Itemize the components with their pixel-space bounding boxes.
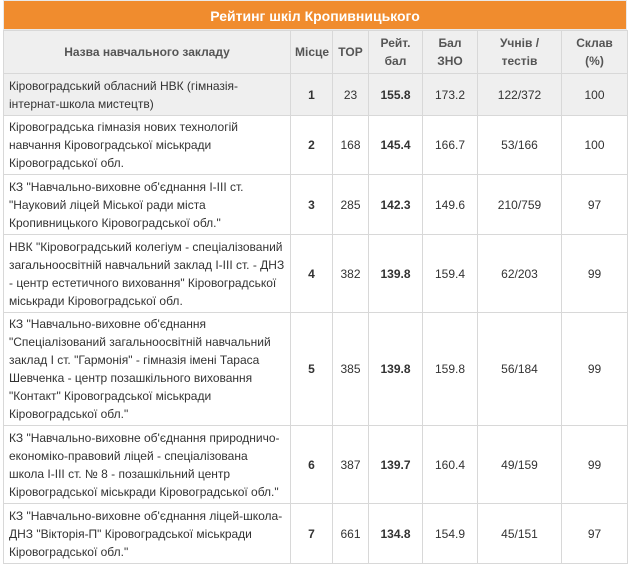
header-staff: Склав (%): [562, 31, 628, 74]
students-cell: 62/203: [478, 235, 562, 313]
school-name-cell: КЗ "Навчально-виховне об'єднання природничо-економіко-правовий ліцей - спеціалізована школа І-ІІІ ст. № 8 - позашкільний центр Кіровоградської міськради Кіровоградської обл.": [4, 426, 291, 504]
table-row: [4, 116, 628, 175]
table-row: [4, 235, 628, 313]
top-cell: 382: [333, 235, 369, 313]
place-cell: 4: [291, 235, 333, 313]
top-cell: 661: [333, 504, 369, 564]
ranking-widget: [3, 0, 627, 564]
place-cell: 6: [291, 426, 333, 504]
zno-cell: 159.8: [423, 313, 478, 426]
score-cell: 134.8: [369, 504, 423, 564]
students-cell: 122/372: [478, 74, 562, 116]
school-name-cell: НВК "Кіровоградський колегіум - спеціалізований загальноосвітній навчальний заклад І-ІІІ ст. - ДНЗ - центр естетичного виховання" Кіровоградської міськради Кіровоградської обл.: [4, 235, 291, 313]
table-row: [4, 426, 628, 504]
place-cell: 1: [291, 74, 333, 116]
table-row: [4, 313, 628, 426]
score-cell: 139.8: [369, 313, 423, 426]
zno-cell: 154.9: [423, 504, 478, 564]
top-cell: 23: [333, 74, 369, 116]
staff-cell: 97: [562, 175, 628, 235]
staff-cell: 99: [562, 426, 628, 504]
header-name: Назва навчального закладу: [4, 31, 291, 74]
school-name-cell: Кіровоградська гімназія нових технологій навчання Кіровоградської міськради Кіровоградської обл.: [4, 116, 291, 175]
score-cell: 139.7: [369, 426, 423, 504]
place-cell: 3: [291, 175, 333, 235]
place-cell: 7: [291, 504, 333, 564]
score-cell: 142.3: [369, 175, 423, 235]
top-cell: 387: [333, 426, 369, 504]
score-cell: 145.4: [369, 116, 423, 175]
score-cell: 155.8: [369, 74, 423, 116]
header-students: Учнів / тестів: [478, 31, 562, 74]
header-zno: Бал ЗНО: [423, 31, 478, 74]
ranking-table: [3, 30, 628, 564]
staff-cell: 99: [562, 235, 628, 313]
top-cell: 168: [333, 116, 369, 175]
table-row: [4, 504, 628, 564]
staff-cell: 97: [562, 504, 628, 564]
header-top: TOP: [333, 31, 369, 74]
table-row: [4, 74, 628, 116]
students-cell: 45/151: [478, 504, 562, 564]
zno-cell: 159.4: [423, 235, 478, 313]
zno-cell: 149.6: [423, 175, 478, 235]
students-cell: 56/184: [478, 313, 562, 426]
top-cell: 385: [333, 313, 369, 426]
students-cell: 53/166: [478, 116, 562, 175]
school-name-cell: КЗ "Навчально-виховне об'єднання І-ІІІ ст. "Науковий ліцей Міської ради міста Кропивницького Кіровоградської обл.": [4, 175, 291, 235]
table-title: Рейтинг шкіл Кропивницького: [3, 0, 627, 30]
zno-cell: 173.2: [423, 74, 478, 116]
table-body: [4, 74, 628, 564]
school-name-cell: КЗ "Навчально-виховне об'єднання ліцей-школа-ДНЗ "Вікторія-П" Кіровоградської міськради Кіровоградської обл.": [4, 504, 291, 564]
school-name-cell: Кіровоградський обласний НВК (гімназія-інтернат-школа мистецтв): [4, 74, 291, 116]
zno-cell: 166.7: [423, 116, 478, 175]
top-cell: 285: [333, 175, 369, 235]
score-cell: 139.8: [369, 235, 423, 313]
school-name-cell: КЗ "Навчально-виховне об'єднання "Спеціалізований загальноосвітній навчальний заклад І ст. "Гармонія" - гімназія імені Тараса Шевченка - центр позашкільного виховання "Контакт" Кіровоградської міськради Кіровоградської обл.": [4, 313, 291, 426]
place-cell: 5: [291, 313, 333, 426]
staff-cell: 100: [562, 116, 628, 175]
table-row: [4, 175, 628, 235]
students-cell: 210/759: [478, 175, 562, 235]
header-place: Місце: [291, 31, 333, 74]
staff-cell: 100: [562, 74, 628, 116]
students-cell: 49/159: [478, 426, 562, 504]
header-score: Рейт. бал: [369, 31, 423, 74]
place-cell: 2: [291, 116, 333, 175]
zno-cell: 160.4: [423, 426, 478, 504]
staff-cell: 99: [562, 313, 628, 426]
header-row: [4, 31, 628, 74]
